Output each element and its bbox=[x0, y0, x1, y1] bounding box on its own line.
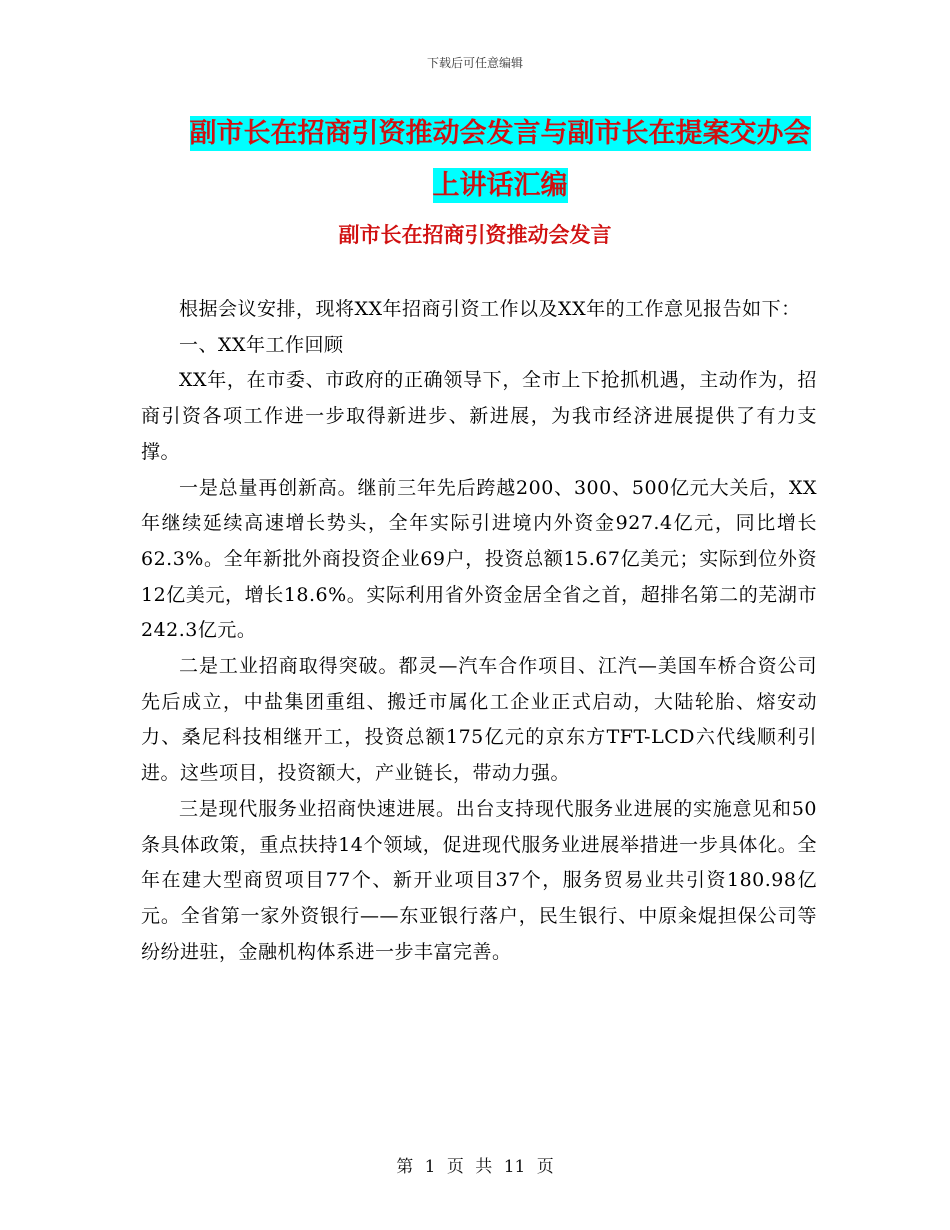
document-title-line1: 副市长在招商引资推动会发言与副市长在提案交办会 bbox=[189, 118, 811, 149]
document-title-line2: 上讲话汇编 bbox=[432, 170, 568, 201]
header-note: 下载后可任意编辑 bbox=[426, 56, 523, 70]
section-title: 副市长在招商引资推动会发言 bbox=[338, 223, 612, 247]
paragraph-intro: 根据会议安排，现将XX年招商引资工作以及XX年的工作意见报告如下： bbox=[179, 298, 801, 320]
paragraph-point-1: 一是总量再创新高。继前三年先后跨越200、300、500亿元大关后，XX年继续延续高速增长势头，全年实际引进境内外资金927.4亿元，同比增长62.3%。全年新批外商投资企业69户，投资总额15.67亿美元；实际到位外资12亿美元，增长18.6%。实际利用省外资金居全省之首，超排名第二的芜湖市242.3亿元。 bbox=[141, 476, 817, 642]
paragraph-heading-review: 一、XX年工作回顾 bbox=[179, 333, 344, 356]
paragraph-point-3: 三是现代服务业招商快速进展。出台支持现代服务业进展的实施意见和50条具体政策，重点扶持14个领域，促进现代服务业进展举措进一步具体化。全年在建大型商贸项目77个、新开业项目37个，服务贸易业共引资180.98亿元。全省第一家外资银行——东亚银行落户，民生银行、中原籴焜担保公司等纷纷进驻，金融机构体系进一步丰富完善。 bbox=[141, 797, 817, 963]
document-body bbox=[141, 292, 817, 970]
paragraph-overview: XX年，在市委、市政府的正确领导下，全市上下抢抓机遇，主动作为，招商引资各项工作进一步取得新进步、新进展，为我市经济进展提供了有力支撑。 bbox=[141, 369, 817, 463]
document-title bbox=[150, 108, 850, 212]
paragraph-point-2: 二是工业招商取得突破。都灵—汽车合作项目、江汽—美国车桥合资公司先后成立，中盐集团重组、搬迁市属化工企业正式启动，大陆轮胎、熔安动力、桑尼科技相继开工，投资总额175亿元的京东方TFT-LCD六代线顺利引进。这些项目，投资额大，产业链长，带动力强。 bbox=[141, 655, 817, 785]
page-footer: 第 1 页 共 11 页 bbox=[396, 1157, 554, 1177]
